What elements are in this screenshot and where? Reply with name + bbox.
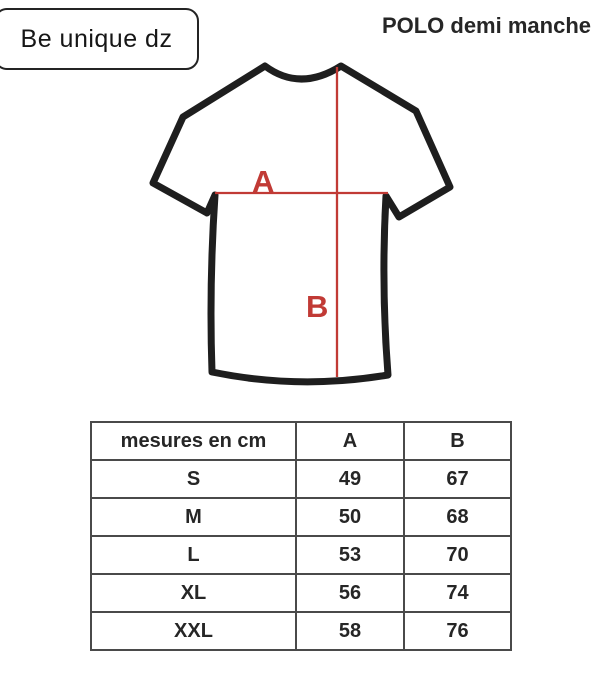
size-cell: XL: [91, 574, 296, 612]
a-value-cell: 50: [296, 498, 404, 536]
header-b: B: [404, 422, 511, 460]
header-a: A: [296, 422, 404, 460]
tshirt-outline: [153, 66, 450, 382]
brand-label: Be unique dz: [20, 24, 173, 53]
size-cell: L: [91, 536, 296, 574]
b-value-cell: 70: [404, 536, 511, 574]
b-value-cell: 76: [404, 612, 511, 650]
table-header-row: [91, 422, 511, 460]
size-cell: M: [91, 498, 296, 536]
a-value-cell: 58: [296, 612, 404, 650]
b-value-cell: 67: [404, 460, 511, 498]
table-row: [91, 574, 511, 612]
table-row: [91, 460, 511, 498]
table-row: [91, 612, 511, 650]
header-measures: mesures en cm: [91, 422, 296, 460]
product-title: POLO demi manche: [381, 13, 591, 38]
a-value-cell: 53: [296, 536, 404, 574]
table-row: [91, 498, 511, 536]
a-value-cell: 49: [296, 460, 404, 498]
size-cell: XXL: [91, 612, 296, 650]
b-value-cell: 68: [404, 498, 511, 536]
a-value-cell: 56: [296, 574, 404, 612]
measure-label-b: B: [306, 289, 329, 324]
b-value-cell: 74: [404, 574, 511, 612]
size-chart-table: [90, 421, 512, 651]
table-row: [91, 536, 511, 574]
size-cell: S: [91, 460, 296, 498]
measure-label-a: A: [252, 164, 275, 199]
